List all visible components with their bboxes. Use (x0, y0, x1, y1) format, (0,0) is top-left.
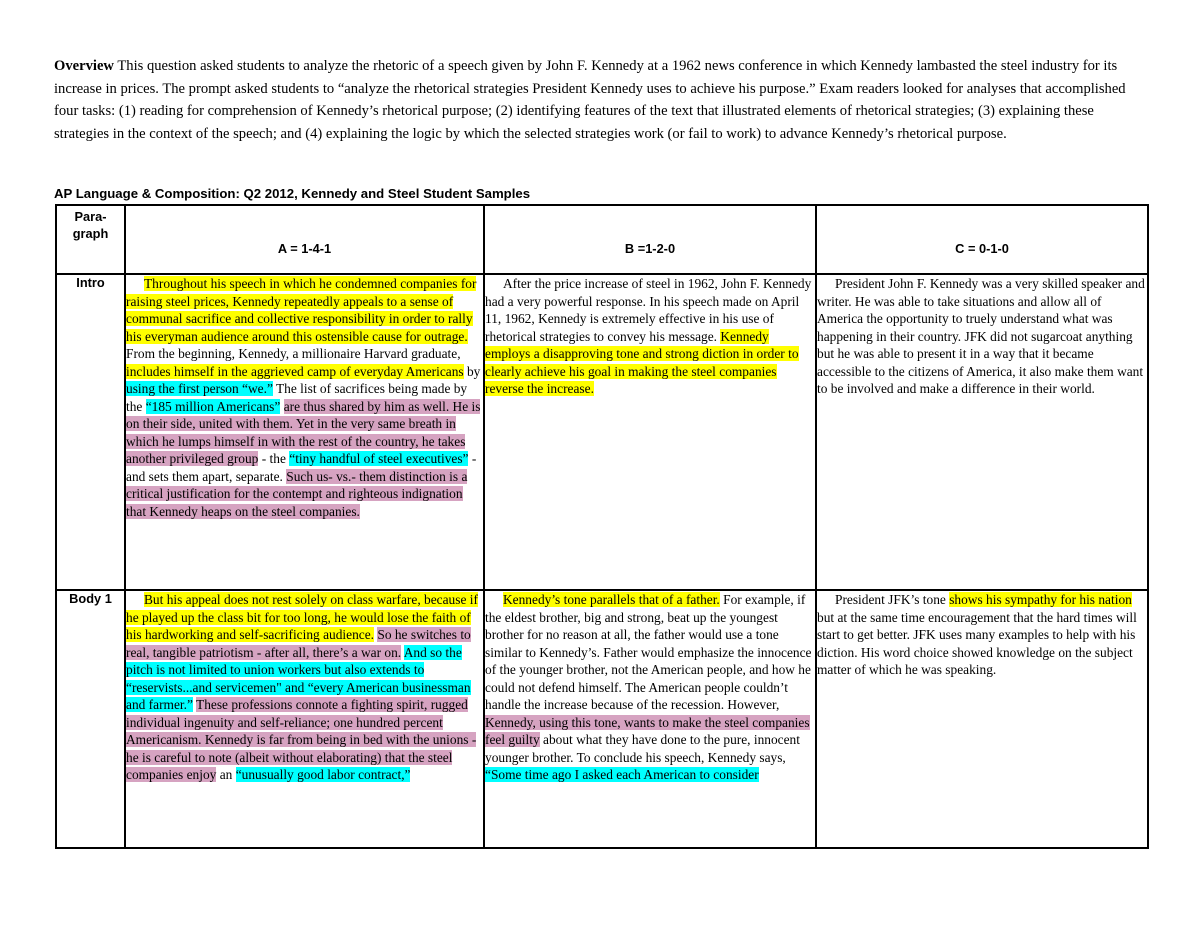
header-sample-b: B =1-2-0 (484, 205, 816, 274)
text-run: For example, if the eldest brother, big and strong, beat up the youngest brother for no reason at all, the father would use a tone similar to Kennedy’s. Father would emphasize the innocence of the younger brother, not the American people, and how he could not defend himself. The American people couldn’t handle the increase because of the recession. However, (485, 592, 812, 712)
highlighted-text-run: using the first person “we.” (126, 381, 273, 396)
highlighted-text-run: Throughout his speech in which he condemned companies for raising steel prices, Kennedy repeatedly appeals to a sense of communal sacrifice and collective responsibility in order to rally his everyman audience around this ostensible cause for outrage. (126, 276, 477, 344)
text-run: an (216, 767, 236, 782)
highlighted-text-run: Kennedy employs a disapproving tone and strong diction in order to clearly achieve his goal in making the steel companies reverse the increase. (485, 328, 799, 396)
row-label-intro: Intro (56, 274, 125, 590)
header-sample-a: A = 1-4-1 (125, 205, 484, 274)
text-run: After the price increase of steel in 1962, John F. Kennedy had a very powerful response. In his speech made on April 11, 1962, Kennedy is extremely effective in his use of rhetorical strategies to convey his message. (485, 276, 812, 344)
intro-sample-c (816, 274, 1148, 590)
highlighted-text-run: “tiny handful of steel executives” (289, 451, 469, 466)
text-run: President John F. Kennedy was a very skilled speaker and writer. He was able to take situations and allow all of America the opportunity to truely understand what was happening in their country. JFK did not sugarcoat anything but he was able to present it in a way that it became accessible to the citizens of America, it also make them want to be involved and make a difference in their world. (817, 276, 1145, 396)
intro-sample-c-text (817, 275, 1147, 398)
text-run: but at the same time encouragement that the hard times will start to get better. JFK uses many examples to help with his diction. His word choice showed knowledge on the subject matter of which he was speaking. (817, 609, 1137, 677)
text-run: President JFK’s tone (835, 592, 950, 607)
text-run: - and sets them apart, separate. (126, 451, 477, 484)
text-run: - the (258, 451, 290, 466)
highlighted-text-run: “unusually good labor contract,” (235, 767, 411, 782)
highlighted-text-run: are thus shared by him as well. He is on their side, united with them. Yet in the very same breath in which he lumps himself in with the rest of the country, he takes another privileged group (126, 398, 481, 466)
body1-sample-b-text (485, 591, 815, 784)
row-label-body-1: Body 1 (56, 590, 125, 848)
highlighted-text-run: So he switches to real, tangible patriotism - after all, there’s a war on. (126, 627, 471, 660)
header-row (56, 205, 1148, 274)
student-samples-table (55, 204, 1149, 849)
text-run: about what they have done to the pure, innocent younger brother. To conclude his speech, Kennedy says, (485, 732, 800, 765)
body1-sample-c (816, 590, 1148, 848)
highlighted-text-run: But his appeal does not rest solely on class warfare, because if he played up the class bit for too long, he would lose the faith of his hardworking and self-sacrificing audience. (126, 592, 478, 642)
overview-label: Overview (54, 58, 114, 74)
highlighted-text-run: “185 million Americans” (145, 398, 281, 414)
header-sample-c: C = 0-1-0 (816, 205, 1148, 274)
highlighted-text-run: Kennedy’s tone parallels that of a father. (503, 592, 720, 607)
overview-paragraph (54, 55, 1134, 145)
body1-sample-a (125, 590, 484, 848)
text-run: From the beginning, Kennedy, a millionaire Harvard graduate, (126, 346, 461, 361)
highlighted-text-run: includes himself in the aggrieved camp of everyday Americans (126, 363, 464, 379)
highlighted-text-run: Kennedy, using this tone, wants to make the steel companies feel guilty (485, 714, 810, 747)
intro-sample-b (484, 274, 816, 590)
text-run: The list of sacrifices being made by the (126, 381, 468, 414)
body1-sample-b (484, 590, 816, 848)
body1-sample-a-text (126, 591, 483, 784)
intro-sample-a-text (126, 275, 483, 520)
table-title: AP Language & Composition: Q2 2012, Kennedy and Steel Student Samples (54, 186, 531, 201)
highlighted-text-run: shows his sympathy for his nation (949, 592, 1132, 607)
highlighted-text-run: “Some time ago I asked each American to consider (485, 767, 759, 782)
highlighted-text-run: Such us- vs.- them distinction is a critical justification for the contempt and righteous indignation that Kennedy heaps on the steel companies. (126, 468, 468, 519)
table-row-body-1 (56, 590, 1148, 848)
overview-text: This question asked students to analyze the rhetoric of a speech given by John F. Kennedy at a 1962 news conference in which Kennedy lambasted the steel industry for its increase in prices. The prompt asked students to “analyze the rhetorical strategies President Kennedy uses to achieve his purpose.” Exam readers looked for analyses that accomplished four tasks: (1) reading for comprehension of Kennedy’s rhetorical purpose; (2) identifying features of the text that illustrated elements of rhetorical strategies; (3) explaining these strategies in the context of the speech; and (4) explaining the logic by which the selected strategies work (or fail to work) to advance Kennedy’s rhetorical purpose. (54, 58, 1126, 142)
body1-sample-c-text (817, 591, 1147, 679)
table-row-intro (56, 274, 1148, 590)
highlighted-text-run: And so the pitch is not limited to union workers but also extends to “reservists...and servicemen" and “every American businessman and farmer.” (126, 644, 471, 712)
intro-sample-a (125, 274, 484, 590)
header-paragraph: Para- graph (56, 205, 125, 274)
text-run: by (463, 363, 481, 379)
intro-sample-b-text (485, 275, 815, 398)
highlighted-text-run: These professions connote a fighting spirit, rugged individual ingenuity and self-reliance; one hundred percent Americanism. Kennedy is far from being in bed with the unions - he is careful to note (albeit without elaborating) that the steel companies enjoy (126, 697, 477, 782)
